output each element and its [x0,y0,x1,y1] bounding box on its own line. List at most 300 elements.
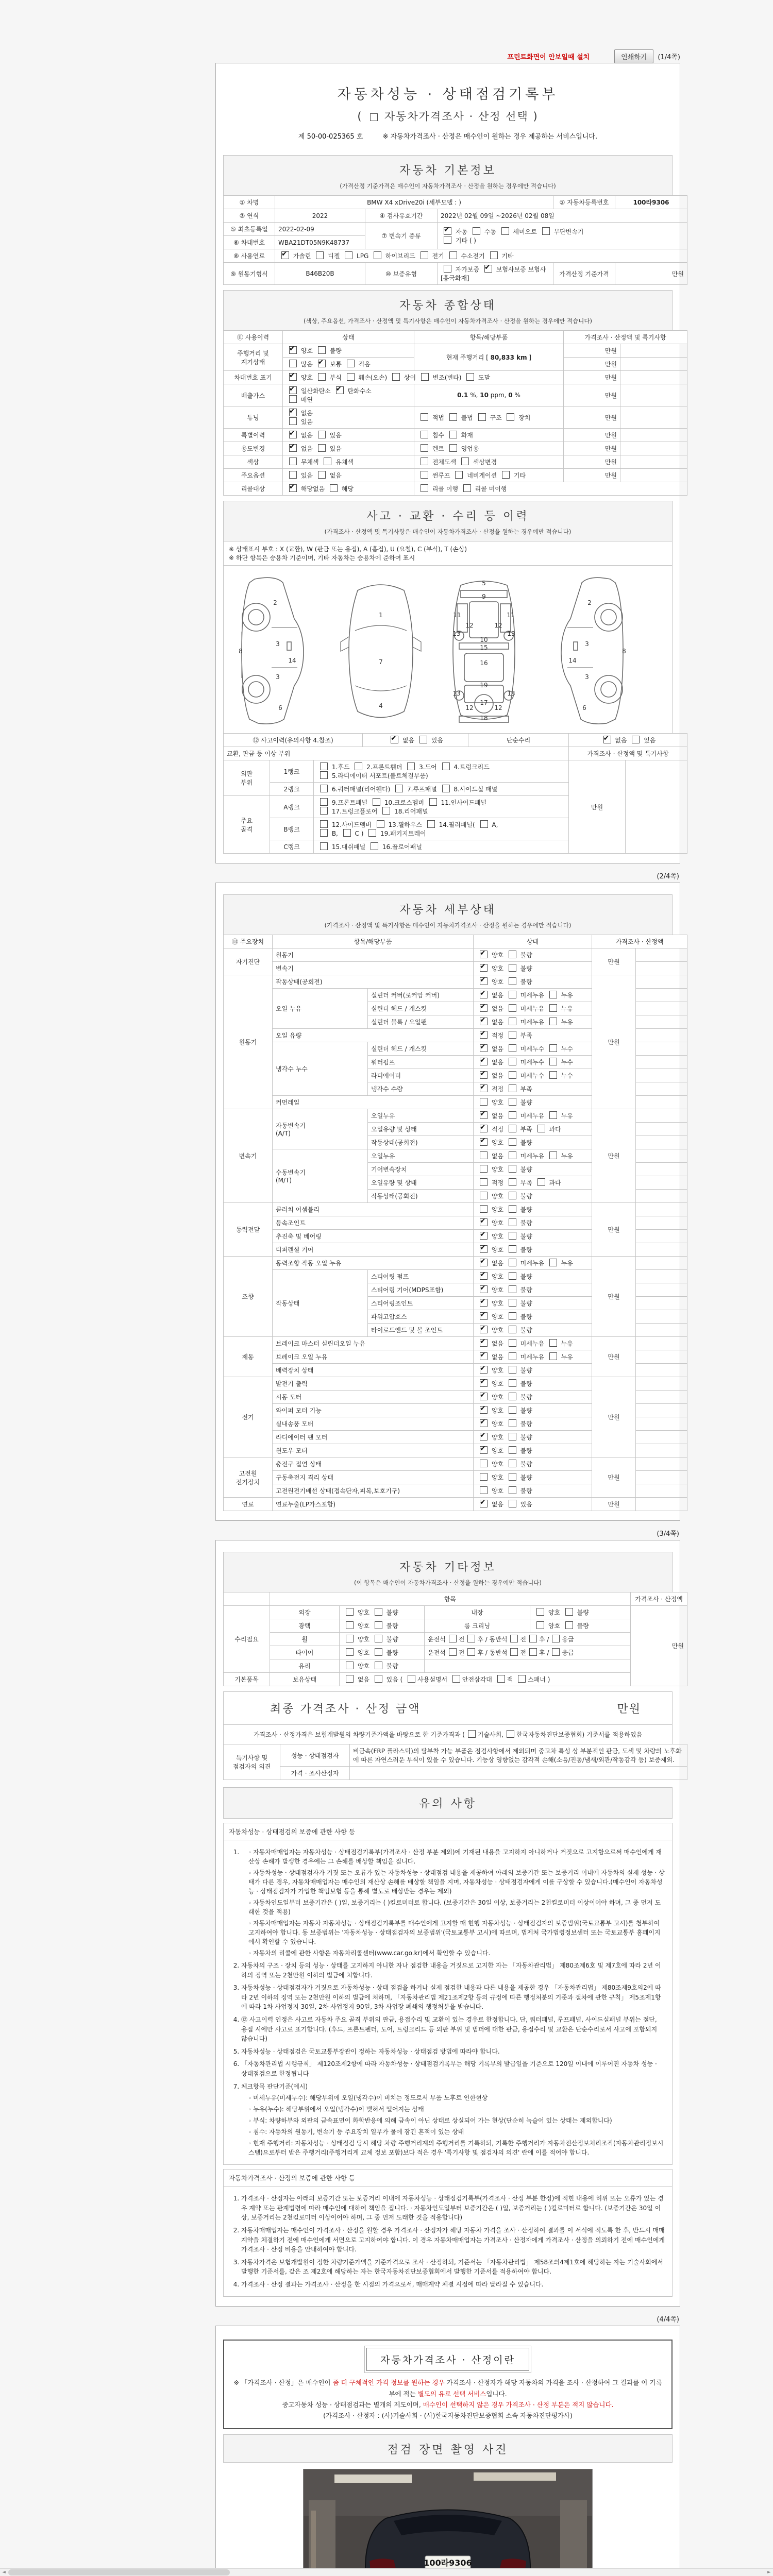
checkbox[interactable] [347,360,355,367]
checkbox[interactable] [375,1648,382,1656]
checkbox[interactable] [480,1406,488,1414]
checkbox[interactable] [318,471,326,479]
checkbox[interactable] [480,1138,488,1146]
checkbox[interactable] [480,1044,488,1052]
checkbox[interactable] [375,1675,382,1683]
table-opinions: 특기사항 및 점검자의 의견 성능 · 상태점검자 비금속(FRP 플라스틱)의 탈부착 가능 부품은 점검사항에서 제외되며 중고차 특성 상 부분적인 판금, 도색 및 차량의 노후화에 따른 자연스러운 부식이 있을 수 있습니다. 기능상 영향없는 감각적 손해(소음/진동/냄새/외관/작동감각 등) 보증제외. 가격 · 조사산정자 [223,1744,687,1780]
checkbox[interactable] [480,1071,488,1079]
checkbox[interactable] [480,1031,488,1039]
final-price-box [223,1691,673,1725]
checkbox[interactable] [316,251,324,259]
table-etc: 항목 가격조사 · 산정액 수리필요 외장 양호 불량 내장 양호 불량 만원 광택 양호 불량 룸 크리닝 양호 불량 휠 양호 불량 운전석 전 후 / 동반석 전 후 / 응급 타이어 양호 불량 운전석 전 후 / 동반석 전 후 / 응급 유리 양호 불량 기본품목 보유상태 없음 있음 ( 사용설명서 안전삼각대 잭 스패너 ) [223,1592,687,1686]
checkbox[interactable] [318,444,326,452]
checkbox[interactable] [509,977,516,985]
diagram-zone-label: 6 [278,704,282,711]
checkbox[interactable] [347,373,355,381]
checkbox[interactable] [449,1648,457,1656]
checkbox[interactable] [509,1433,516,1440]
diagram-zone-label: 2 [587,599,592,606]
checkbox[interactable] [529,1648,537,1656]
checkbox[interactable] [509,1125,516,1132]
checkbox[interactable] [529,1635,537,1642]
checkbox[interactable] [346,1635,354,1642]
checkbox[interactable] [490,251,498,259]
document-number: 제 50-00-025365 호 [298,133,363,141]
checkbox[interactable] [509,1058,516,1065]
checkbox[interactable] [480,1326,488,1333]
print-install-notice[interactable]: 프린트화면이 안보일때 설치 [507,53,590,61]
car-diagram-svg [226,570,669,730]
notice-item: 6. 「자동차관리법 시행규칙」 제120조제2항에 따라 자동차성능 · 상태점검기록부는 해당 기록부의 발급일을 기준으로 120일 이내에 이루어진 자동차 성능 · 상태점검으로 한정됩니다 [241,2059,665,2078]
checkbox[interactable] [502,471,510,479]
diagram-zone-label: 15 [480,644,488,651]
checkbox[interactable] [346,1648,354,1656]
checkbox[interactable] [480,1500,488,1507]
checkbox[interactable] [509,1178,516,1186]
checkbox[interactable] [421,444,428,452]
checkbox[interactable] [289,444,297,452]
checkbox[interactable] [509,1165,516,1173]
document-column [215,0,684,2576]
checkbox[interactable] [480,1098,488,1106]
checkbox[interactable] [320,842,328,850]
checkbox[interactable] [346,1608,354,1616]
diagram-zone-label: 13 [507,690,515,697]
checkbox[interactable] [509,1500,516,1507]
checkbox[interactable] [355,762,362,770]
print-button[interactable]: 인쇄하기 [614,49,653,63]
checkbox[interactable] [509,964,516,972]
diagram-zone-label: 14 [288,657,296,664]
diagram-zone-label: 6 [582,704,586,711]
basic-info-table [223,195,684,285]
checkbox[interactable] [473,227,480,235]
checkbox[interactable] [392,373,400,381]
checkbox[interactable] [510,1648,518,1656]
checkbox[interactable] [509,1084,516,1092]
checkbox[interactable] [345,251,352,259]
diagram-zone-label: 10 [480,636,488,643]
checkbox[interactable] [289,471,297,479]
checkbox[interactable] [480,1111,488,1119]
page-indicator-2: (2/4쪽) [657,873,679,880]
checkbox[interactable] [480,1473,488,1481]
checkbox[interactable] [461,457,469,465]
checkbox[interactable] [421,484,428,492]
notice-section-heading: 자동차가격조사 · 산정의 보증에 관한 사항 등 [223,2169,673,2187]
checkbox[interactable] [480,1299,488,1307]
checkbox[interactable] [497,1675,505,1683]
checkbox[interactable] [509,951,516,958]
checkbox[interactable] [509,1245,516,1253]
checkbox[interactable] [509,1352,516,1360]
checkbox[interactable] [289,373,297,381]
diagram-zone-label: 3 [276,640,280,648]
checkbox[interactable] [480,1125,488,1132]
checkbox[interactable] [421,471,428,479]
diagram-zone-label: 9 [482,593,486,600]
print-toolbar [215,49,680,63]
checkbox[interactable] [565,1608,573,1616]
checkbox[interactable] [480,1285,488,1293]
checkbox[interactable] [509,1111,516,1119]
diagram-zone-label: 8 [622,648,626,655]
checkbox[interactable] [480,1419,488,1427]
checkbox[interactable] [509,1406,516,1414]
checkbox[interactable] [509,1272,516,1280]
checkbox[interactable] [480,1433,488,1440]
checkbox[interactable] [542,227,550,235]
checkbox[interactable] [480,1366,488,1374]
checkbox[interactable] [346,1662,354,1669]
diagram-zone-label: 12 [465,622,474,629]
checkbox[interactable] [509,1071,516,1079]
checkbox[interactable] [480,1058,488,1065]
checkbox[interactable] [509,1218,516,1226]
checkbox[interactable] [509,1446,516,1454]
section-basic-header: 자동차 기본정보 (가격산정 기준가격은 매수인이 자동차가격조사 · 산정을 원하는 경우에만 적습니다) [223,155,673,196]
notice-item: 3. 자동차가격은 보험개발원이 정한 차량기준가액을 기준가격으로 조사 · 산정하되, 기준서는 「자동차관리법」 제58조의4제1호에 해당하는 자는 기술사회에서 발행한 기준서를, 같은 조 제2호에 해당하는 자는 한국자동차진단보증협회에서 발행한 기준서를 적용하여야 합니다. [241,2258,665,2277]
checkbox[interactable] [565,1621,573,1629]
diagram-zone-label: 17 [480,699,488,706]
checkbox[interactable] [281,251,289,259]
notice-item: 4. 가격조사 · 산정 결과는 가격조사 · 산정을 한 시점의 가격으로서, 매매계약 체결 시점에 따라 달라질 수 있습니다. [241,2280,665,2290]
checkbox[interactable] [289,484,297,492]
checkbox[interactable] [444,227,451,235]
checkbox[interactable] [510,1635,518,1642]
table-basic: ① 차명 BMW X4 xDrive20i (세부모델 : ) ② 자동차등록번호 100라9306 ③ 연식 2022 ④ 검사유효기간 2022년 02월 09일 ~2026년 02월 08일 ⑤ 최초등록일 2022-02-09 ⑦ 변속기 종류 ✔ 자동 수동 세미오토 무단변속기 기타 ( ) ⑥ 차대번호 WBA21DT05N9K48737 ⑧ 사용연료 ✔ 가솔린 디젤 LPG 하이브리드 전기 수소전기 기타 ⑨ 원동기형식 B46B20B ⑩ 보증유형 자가보증 ✔ 보험사보증 보험사[흥국화재] 가격산정 기준가격 만원 [223,195,687,285]
checkbox[interactable] [289,431,297,438]
diagram-zone-label: 11 [507,612,515,619]
price-select-checkbox[interactable] [370,113,378,121]
checkbox[interactable] [549,1018,557,1025]
checkbox[interactable] [463,484,471,492]
checkbox[interactable] [480,1245,488,1253]
diagram-zone-label: 13 [507,630,515,637]
notice-item: ◦ 1. 자동차매매업자는 자동차성능 · 상태점검기록부(가격조사 · 산정 부분 제외)에 기재된 내용을 고지하지 아니하거나 거짓으로 고지함으로써 매수인에게 재산상 손해가 발생한 경우에는 그 손해를 배상할 책임을 집니다. ◦ 자동차성능 · 상태점검자가 거짓 또는 오류가 있는 자동차성능 · 상태점검 내용을 제공하여 아래의 보증기간 또는 보증거리 이내에 자동차의 실제 성능 · 상태가 다른 경우, 자동차매매업자는 매수인의 재산상 손해를 배상할 책임을 지며, 자동차성능 · 상태점검자에게 이를 구상할 수 있습니다.(매수인이 자동차성능 · 상태점검자가 가입한 책임보험 등을 통해 별도로 배상받는 경우는 제외) ◦ 자동차인도일부터 보증기간은 ( )일, 보증거리는 ( )킬로미터로 합니다. (보증기간은 30일 이상, 보증거리는 2천킬로미터 이상이어야 하며, 그 중 먼저 도래한 것을 적용) ◦ 자동차매매업자는 자동차 자동차성능 · 상태점검기록부를 매수인에게 고지할 때 현행 자동차성능 · 상태점검자의 보증범위(국토교통부 고시)를 첨부하여 고지하여야 합니다. 동 보증범위는 '자동차성능 · 상태점검자의 보증범위'(국토교통부 고시)에 따르며, 법제처 국가법령정보센터 또는 국토교통부 홈페이지에서 확인할 수 있습니다. ◦ 자동차의 리콜에 관한 사항은 자동차리콜센터(www.car.go.kr)에서 확인할 수 있습니다. [241,1848,665,1958]
etc-info-table [223,1592,684,1686]
checkbox[interactable] [509,1259,516,1266]
notice-item: 2. 자동차매매업자는 매수인이 가격조사 · 산정을 원할 경우 가격조사 · 산정자가 해당 자동차 가격을 조사 · 산정하여 결과를 이 서식에 적도록 한 후, 반드시 매매계약을 체결하기 전에 매수인에게 서면으로 고지하여야 합니다. 이 경우 자동차매매업자는 가격조사 · 산정자에게 가격조사 · 산정을 의뢰하기 전에 매수인에게 가격조사 · 산정 비용을 안내하여야 합니다. [241,2226,665,2255]
diagram-zone-label: 12 [494,622,502,629]
checkbox[interactable] [480,977,488,985]
final-price-label: 최종 가격조사 · 산정 금액 [270,1703,421,1716]
checkbox[interactable] [391,736,398,743]
checkbox[interactable] [480,964,488,972]
checkbox[interactable] [537,1125,545,1132]
checkbox[interactable] [375,1662,382,1669]
checkbox[interactable] [480,820,488,828]
section-etc-header: 자동차 기타정보 (이 항목은 매수인이 자동차가격조사 · 산정을 원하는 경우에만 적습니다) [223,1552,673,1592]
price-survey-explain-text: ※ 「가격조사 · 산정」은 매수인이 좀 더 구체적인 가격 정보를 원하는 경우 가격조사 · 산정자가 해당 자동차의 가격을 조사 · 산정하여 그 결과를 이 기록부에 적는 별도의 유료 선택 서비스입니다. 중고자동차 성능 · 상태점검과는 별개의 제도이며, 매수인이 선택하지 않은 경우 가격조사 · 산정 부분은 적지 않습니다. (가격조사 · 산정자 : (사)기술사회 · (사)한국자동차진단보증협회 소속 자동차진단평가사) [233,2379,662,2420]
checkbox[interactable] [549,1044,557,1052]
diagram-notes: ※ 상태표시 부호 : X (교환), W (판금 또는 용접), A (흠집), U (요철), C (부식), T (손상) ※ 하단 항목은 승용차 기준이며, 기타 자동차는 승용차에 준하여 표시 [223,541,673,566]
checkbox[interactable] [467,1648,475,1656]
checkbox[interactable] [509,1285,516,1293]
page-indicator-1: (1/4쪽) [658,53,680,61]
checkbox[interactable] [549,1058,557,1065]
checkbox[interactable] [537,1178,545,1186]
checkbox[interactable] [421,251,428,259]
checkbox[interactable] [375,1621,382,1629]
scroll-left-arrow[interactable]: ◄ [0,2569,8,2576]
checkbox[interactable] [480,1165,488,1173]
checkbox[interactable] [480,1312,488,1320]
checkbox[interactable] [467,1635,475,1642]
checkbox[interactable] [318,373,326,381]
diagram-zone-label: 8 [239,648,243,655]
checkbox[interactable] [509,1018,516,1025]
diagram-zone-label: 19 [480,682,488,689]
diagram-zone-label: 3 [276,673,280,681]
checkbox[interactable] [549,1071,557,1079]
diagram-zone-label: 11 [453,612,461,619]
checkbox[interactable] [603,736,611,743]
checkbox[interactable] [375,1608,382,1616]
accident-history-table [223,733,673,747]
diagram-zone-label: 2 [273,599,277,606]
checkbox[interactable] [449,1635,457,1642]
notice-item: 2. 자동차의 구조 · 장치 등의 성능 · 상태를 고지하지 아니한 자나 점검한 내용을 거짓으로 고지한 자는 「자동차관리법」 제80조제6호 및 제7호에 따라 2년 이하의 징역 또는 2천만원 이하의 벌금에 처합니다. [241,1961,665,1980]
checkbox[interactable] [320,807,328,815]
diagram-zone-label: 4 [379,702,383,709]
checkbox[interactable] [382,807,390,815]
checkbox[interactable] [346,1621,354,1629]
checkbox[interactable] [324,457,331,465]
checkbox[interactable] [549,1151,557,1159]
checkbox[interactable] [549,1352,557,1360]
checkbox[interactable] [480,1486,488,1494]
checkbox[interactable] [429,798,437,806]
checkbox[interactable] [480,1259,488,1266]
diagram-zone-label: 3 [585,673,589,681]
table-damage: 교환, 판금 등 이상 부위 가격조사 · 산정액 및 특기사항 외판 부위 1랭크 1.후드 2.프론트휀더 3.도어 4.트렁크리드 5.라디에이터 서포트(볼트체결부품) 만원 2랭크 6.쿼터패널(리어휀다) 7.루프패널 8.사이드실 패널 주요 골격 A랭크 9.프론트패널 10.크로스멤버 11.인사이드패널 17.트렁크플로어 18.리어패널 B랭크 12.사이드멤버 13.휠하우스 14.필러패널( A, B, C ) 19.패키지트레이 C랭크 15.대쉬패널 16.플로어패널 [223,747,687,854]
checkbox[interactable] [449,251,457,259]
checkbox[interactable] [509,1379,516,1387]
checkbox[interactable] [509,1044,516,1052]
checkbox[interactable] [509,1486,516,1494]
checkbox[interactable] [509,1299,516,1307]
checkbox[interactable] [552,1635,560,1642]
checkbox[interactable] [509,1393,516,1400]
checkbox[interactable] [480,1339,488,1347]
document-number-line [223,131,673,141]
checkbox[interactable] [320,798,328,806]
checkbox[interactable] [549,1004,557,1012]
checkbox[interactable] [421,431,428,438]
checkbox[interactable] [449,431,457,438]
document-title: 자동차성능 · 상태점검기록부 [337,87,559,103]
checkbox[interactable] [318,360,326,367]
checkbox[interactable] [408,1675,415,1683]
checkbox[interactable] [421,457,428,465]
checkbox[interactable] [480,1192,488,1199]
checkbox[interactable] [518,1675,526,1683]
checkbox[interactable] [320,762,328,770]
checkbox[interactable] [320,820,328,828]
checkbox[interactable] [289,386,297,394]
section-accident-header: 사고 · 교환 · 수리 등 이력 (가격조사 · 산정액 및 특기사항은 매수인이 자동차가격조사 · 산정을 원하는 경우에만 적습니다) [223,501,673,541]
section-detail-header: 자동차 세부상태 (가격조사 · 산정액 및 특기사항은 매수인이 자동차가격조사 · 산정을 원하는 경우에만 적습니다) [223,894,673,935]
page-3 [215,1540,684,2307]
checkbox[interactable] [449,413,457,421]
checkbox[interactable] [509,1326,516,1333]
checkbox[interactable] [289,346,297,354]
checkbox[interactable] [444,236,451,244]
checkbox[interactable] [336,386,344,394]
notice-item: 3. 자동차성능 · 상태점검자가 거짓으로 자동차성능 · 상태 점검을 하거나 실제 점검한 내용과 다른 내용을 제공한 경우 「자동차관리법」 제80조제9호의2에 따라 2년 이하의 징역 또는 2천만원 이하의 벌금에 처하며, 「자동차관리법 제21조제2항 등의 규정에 따른 행정처분의 기준과 절차에 관한 규칙」 제5조제1항에 따라 1차 사업정지 30일, 2차 사업정지 90일, 3차 사업장 폐쇄의 행정처분을 받습니다. [241,1983,665,2012]
checkbox[interactable] [509,1031,516,1039]
checkbox[interactable] [552,1648,560,1656]
checkbox[interactable] [421,373,429,381]
checkbox[interactable] [377,820,384,828]
checkbox[interactable] [507,413,514,421]
checkbox[interactable] [289,417,297,425]
table-accident: ⑫ 사고이력(유의사항 4.참조) ✔ 없음 있음 단순수리 ✔ 없음 있음 [223,733,687,747]
checkbox[interactable] [509,1004,516,1012]
checkbox[interactable] [395,785,403,792]
price-basis-note: 가격조사 · 산정가격은 보험개발원의 차량기준가액을 바탕으로 한 기준가격과 ( 기술사회, 한국자동차진단보증협회) 기준서를 적용하였음 [223,1724,673,1744]
inspection-photo-rear [303,2469,593,2576]
checkbox[interactable] [509,1460,516,1467]
car-diagram [223,566,673,734]
checkbox[interactable] [407,762,415,770]
diagram-zone-label: 14 [568,657,577,664]
checkbox[interactable] [480,1446,488,1454]
damage-parts-table [223,747,673,854]
checkbox[interactable] [449,444,457,452]
notice-item: 1. 가격조사 · 산정자는 아래의 보증기간 또는 보증거리 이내에 자동차성능 · 상태점검기록부(가격조사 · 산정 부분 한정)에 적힌 내용에 허위 또는 오류가 있는 경우 계약 또는 관계법령에 따라 매수인에 대하여 책임을 집니다. · 자동차인도일부터 보증기간은 ( )일, 보증거리는 ( )킬로미터로 합니다. (보증기간은 30일 이상, 보증거리는 2천킬로미터 이상이어야 하며, 그 중 먼저 도래한 것을 적용합니다) [241,2194,665,2223]
checkbox[interactable] [480,1232,488,1240]
checkbox[interactable] [442,785,450,792]
page-2 [215,883,680,1521]
checkbox[interactable] [632,736,640,743]
checkbox[interactable] [330,484,338,492]
checkbox[interactable] [549,991,557,998]
checkbox[interactable] [289,360,297,367]
checkbox[interactable] [375,1635,382,1642]
section-photos-header: 점검 장면 촬영 사진 [223,2434,673,2463]
checkbox[interactable] [509,1366,516,1374]
price-survey-explain-box [223,2340,673,2429]
checkbox[interactable] [480,1178,488,1186]
checkbox[interactable] [509,1138,516,1146]
summary-table [223,330,673,496]
checkbox[interactable] [507,1730,514,1738]
diagram-zone-label: 12 [494,704,502,711]
checkbox[interactable] [509,1205,516,1213]
checkbox[interactable] [373,798,380,806]
document-subtitle: ( 자동차가격조사 · 산정 선택 ) [357,110,539,123]
checkbox[interactable] [289,395,297,403]
checkbox[interactable] [320,829,328,837]
checkbox[interactable] [480,1218,488,1226]
table-detail: ⑬ 주요장치 항목/해당부품 상태 가격조사 · 산정액 자기진단 원동기 ✔ 양호 불량 만원 변속기 ✔ 양호 불량 원동기 작동상태(공회전) ✔ 양호 불량 만원 오일 누유 실린더 커버(로커암 커버) ✔ 없음 미세누유 누유 실린더 헤드 / 개스킷 ✔ 없음 미세누유 누유 실린더 블록 / 오일팬 ✔ 없음 미세누유 누유 오일 유량 ✔ 적정 부족 냉각수 누수 실린더 헤드 / 개스킷 ✔ 없음 미세누수 누수 워터펌프 ✔ 없음 미세누수 누수 라디에이터 ✔ 없음 미세누수 누수 냉각수 수량 ✔ 적정 부족 커먼레일 양호 불량 변속기 자동변속기 (A/T) 오일누유 ✔ 없음 미세누유 누유 만원 오일유량 및 상태 ✔ 적정 부족 과다 작동상태(공회전) ✔ 양호 불량 수동변속기 (M/T) 오일누유 없음 미세누유 누유 기어변속장치 양호 불량 오일유량 및 상태 적정 부족 과다 작동상태(공회전) 양호 불량 동력전달 클러치 어셈블리 양호 불량 만원 등속조인트 ✔ 양호 불량 추진축 및 베어링 ✔ 양호 불량 디퍼렌셜 기어 ✔ 양호 불량 조향 동력조향 작동 오일 누유 ✔ 없음 미세누유 누유 만원 작동상태 스티어링 펌프 ✔ 양호 불량 스티어링 기어(MDPS포함) ✔ 양호 불량 스티어링조인트 ✔ 양호 불량 파워고압호스 ✔ 양호 불량 타이로드엔드 및 볼 조인트 ✔ 양호 불량 제동 브레이크 마스터 실린더오일 누유 ✔ 없음 미세누유 누유 만원 브레이크 오일 누유 ✔ 없음 미세누유 누유 배력장치 상태 ✔ 양호 불량 전기 발전기 출력 ✔ 양호 불량 만원 시동 모터 ✔ 양호 불량 와이퍼 모터 기능 ✔ 양호 불량 실내송풍 모터 ✔ 양호 불량 라디에이터 팬 모터 ✔ 양호 불량 윈도우 모터 ✔ 양호 불량 고전원 전기장치 충전구 절연 상태 양호 불량 만원 구동축전지 격리 상태 양호 불량 고전원전기배선 상태(접속단자,피복,보호기구) 양호 불량 연료 연료누출(LP가스포함) ✔ 없음 있음 만원 [223,935,687,1511]
checkbox[interactable] [455,471,463,479]
checkbox[interactable] [509,1473,516,1481]
notices-body [223,1823,673,2297]
checkbox[interactable] [484,265,492,273]
checkbox[interactable] [478,413,486,421]
checkbox[interactable] [466,373,474,381]
notice-item: 5. 자동차성능 · 상태점검은 국토교통부장관이 정하는 자동차성능 · 상태점검 방법에 따라야 합니다. [241,2047,665,2057]
detail-condition-table [223,935,673,1511]
checkbox[interactable] [343,829,351,837]
scroll-right-arrow[interactable]: ► [765,2569,773,2576]
checkbox[interactable] [318,346,326,354]
svg-text:100라9306: 100라9306 [424,2558,472,2568]
checkbox[interactable] [371,842,378,850]
checkbox[interactable] [318,431,326,438]
checkbox[interactable] [468,1730,476,1738]
checkbox[interactable] [480,1379,488,1387]
checkbox[interactable] [320,771,328,779]
checkbox[interactable] [480,1084,488,1092]
checkbox[interactable] [320,785,328,792]
document-note: ※ 자동차가격조사 · 산정은 매수인이 원하는 경우 제공하는 서비스입니다. [382,133,598,141]
checkbox[interactable] [444,265,451,273]
checkbox[interactable] [480,1205,488,1213]
checkbox[interactable] [480,1004,488,1012]
checkbox[interactable] [536,1608,544,1616]
checkbox[interactable] [549,1111,557,1119]
checkbox[interactable] [427,820,435,828]
checkbox[interactable] [419,736,427,743]
price-survey-explain-title: 자동차가격조사 · 산정이란 [366,2348,529,2371]
checkbox[interactable] [374,251,381,259]
section-summary-header: 자동차 종합상태 (색상, 주요옵션, 가격조사 · 산정액 및 특기사항은 매수인이 자동차가격조사 · 산정을 원하는 경우에만 적습니다) [223,290,673,331]
checkbox[interactable] [289,409,297,416]
diagram-zone-label: 3 [585,640,589,648]
checkbox[interactable] [442,762,450,770]
checkbox[interactable] [421,413,428,421]
diagram-zone-label: 13 [452,690,461,697]
checkbox[interactable] [509,1232,516,1240]
checkbox[interactable] [480,1393,488,1400]
document-header [223,70,673,150]
checkbox[interactable] [480,951,488,958]
checkbox[interactable] [509,1312,516,1320]
checkbox[interactable] [509,1419,516,1427]
diagram-zone-label: 7 [379,658,383,666]
checkbox[interactable] [346,1675,354,1683]
checkbox[interactable] [509,1151,516,1159]
checkbox[interactable] [480,1352,488,1360]
checkbox[interactable] [536,1621,544,1629]
checkbox[interactable] [480,991,488,998]
checkbox[interactable] [509,1192,516,1199]
diagram-zone-label: 1 [379,612,383,619]
checkbox[interactable] [501,227,509,235]
checkbox[interactable] [549,1339,557,1347]
scrollbar-thumb[interactable] [8,2569,230,2575]
checkbox[interactable] [480,1151,488,1159]
checkbox[interactable] [452,1675,460,1683]
checkbox[interactable] [480,1460,488,1467]
diagram-zone-label: 18 [480,715,488,722]
checkbox[interactable] [509,1098,516,1106]
checkbox[interactable] [509,991,516,998]
checkbox[interactable] [480,1018,488,1025]
horizontal-scrollbar[interactable] [0,2568,773,2576]
checkbox[interactable] [549,1259,557,1266]
diagram-zone-label: 16 [480,659,488,667]
checkbox[interactable] [509,1339,516,1347]
page-4 [215,2326,680,2576]
checkbox[interactable] [480,1272,488,1280]
checkbox[interactable] [368,829,376,837]
checkbox[interactable] [289,457,297,465]
